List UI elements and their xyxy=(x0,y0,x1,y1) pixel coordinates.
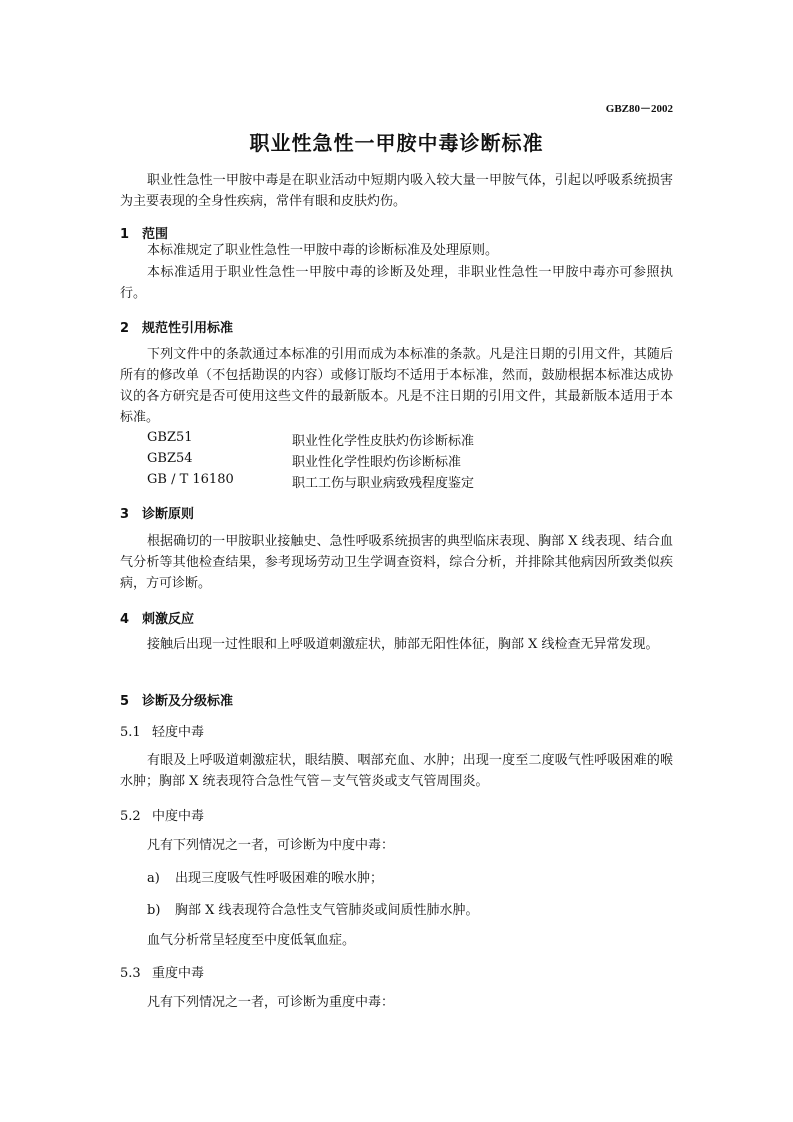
subsection-5-2-heading xyxy=(120,805,204,824)
reference-name: 职工工伤与职业病致残程度鉴定 xyxy=(292,476,475,491)
reference-code: GB / T 16180 xyxy=(147,472,234,487)
section-number: 3 xyxy=(120,507,130,522)
subsection-5-1-heading xyxy=(120,721,204,740)
list-item xyxy=(147,867,383,886)
reference-code: GBZ54 xyxy=(147,451,193,466)
section-2-heading xyxy=(120,317,233,336)
section-2-paragraph-1: 下列文件中的条款通过本标准的引用而成为本标准的条款。凡是注日期的引用文件，其随后所有的修改单（不包括勘误的内容）或修订版均不适用于本标准，然而，鼓励根据本标准达成协议的各方研究是否可使用这些文件的最新版本。凡是不注日期的引用文件，其最新版本适用于本标准。 xyxy=(120,347,673,425)
subsection-title: 轻度中毒 xyxy=(152,725,205,740)
subsection-5-3-heading xyxy=(120,962,204,981)
section-4-heading xyxy=(120,608,194,627)
section-title: 范围 xyxy=(142,227,169,242)
subsection-title: 重度中毒 xyxy=(152,966,205,981)
section-title: 诊断及分级标准 xyxy=(142,694,234,709)
standard-code: GBZ80－2002 xyxy=(605,103,673,115)
section-1-paragraph-2: 本标准适用于职业性急性一甲胺中毒的诊断及处理，非职业性急性一甲胺中毒亦可参照执行。 xyxy=(120,265,673,301)
section-number: 2 xyxy=(120,321,130,336)
section-3-heading xyxy=(120,503,194,522)
section-title: 诊断原则 xyxy=(142,507,195,522)
section-title: 规范性引用标准 xyxy=(142,321,234,336)
subsection-number: 5.3 xyxy=(120,966,141,981)
list-item xyxy=(147,899,479,918)
list-item-marker: a) xyxy=(147,871,160,886)
page-title: 职业性急性一甲胺中毒诊断标准 xyxy=(249,131,544,155)
section-title: 刺激反应 xyxy=(142,612,195,627)
subsection-number: 5.1 xyxy=(120,725,141,740)
section-number: 1 xyxy=(120,227,130,242)
subsection-5-2-paragraph-2: 血气分析常呈轻度至中度低氧血症。 xyxy=(147,933,356,948)
subsection-number: 5.2 xyxy=(120,809,141,824)
section-4-paragraph-1: 接触后出现一过性眼和上呼吸道刺激症状，肺部无阳性体征，胸部 X 线检查无异常发现。 xyxy=(147,637,659,652)
section-number: 5 xyxy=(120,694,130,709)
subsection-5-3-paragraph-1: 凡有下列情况之一者，可诊断为重度中毒： xyxy=(147,995,395,1010)
section-5-heading xyxy=(120,690,233,709)
subsection-title: 中度中毒 xyxy=(152,809,205,824)
subsection-5-1-paragraph: 有眼及上呼吸道刺激症状，眼结膜、咽部充血、水肿；出现一度至二度吸气性呼吸困难的喉水肿；胸部 X 统表现符合急性气管－支气管炎或支气管周围炎。 xyxy=(120,753,673,789)
section-3-paragraph-1: 根据确切的一甲胺职业接触史、急性呼吸系统损害的典型临床表现、胸部 X 线表现、结合血气分析等其他检查结果，参考现场劳动卫生学调查资料，综合分析，并排除其他病因所致类似疾病，方可诊断。 xyxy=(120,534,673,591)
subsection-5-2-paragraph-1: 凡有下列情况之一者，可诊断为中度中毒： xyxy=(147,838,395,853)
intro-paragraph: 职业性急性一甲胺中毒是在职业活动中短期内吸入较大量一甲胺气体，引起以呼吸系统损害为主要表现的全身性疾病，常伴有眼和皮肤灼伤。 xyxy=(120,173,673,209)
list-item-text: 出现三度吸气性呼吸困难的喉水肿； xyxy=(175,871,384,886)
reference-name: 职业性化学性眼灼伤诊断标准 xyxy=(292,455,462,470)
section-number: 4 xyxy=(120,612,130,627)
reference-name: 职业性化学性皮肤灼伤诊断标准 xyxy=(292,434,475,449)
section-1-paragraph-1: 本标准规定了职业性急性一甲胺中毒的诊断标准及处理原则。 xyxy=(147,243,499,258)
list-item-marker: b) xyxy=(147,903,161,918)
list-item-text: 胸部 X 线表现符合急性支气管肺炎或间质性肺水肿。 xyxy=(175,903,479,918)
reference-code: GBZ51 xyxy=(147,430,193,445)
